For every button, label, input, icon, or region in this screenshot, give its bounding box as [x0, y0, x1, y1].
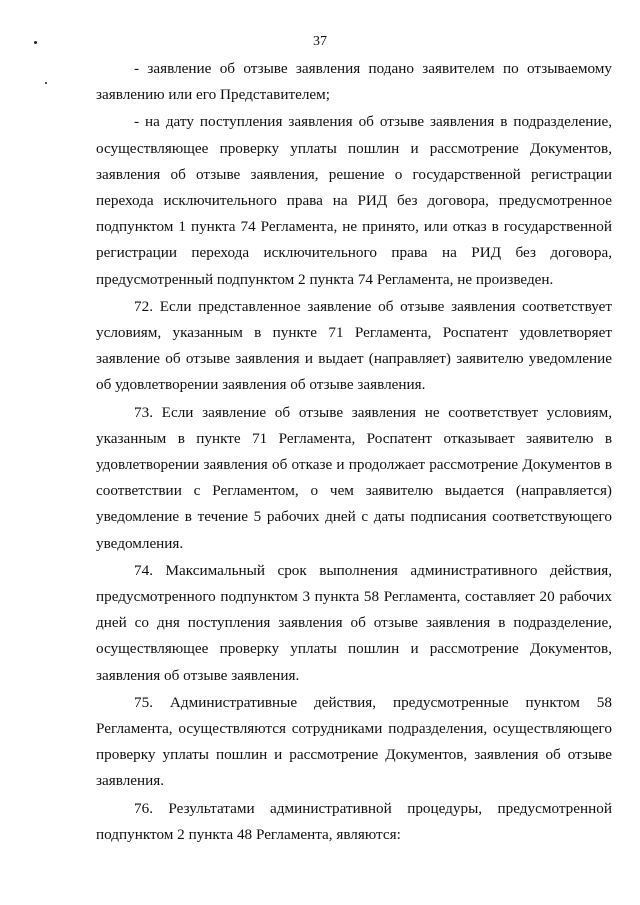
paragraph-75: 75. Административные действия, предусмотренные пунктом 58 Регламента, осуществляются сотрудниками подразделения, осуществляющего проверку уплаты пошлин и рассмотрение Документов, заявления об отзыве заявления. [96, 693, 612, 790]
scan-speck [45, 82, 47, 84]
document-body [96, 56, 612, 848]
paragraph-72: 72. Если представленное заявление об отзыве заявления соответствует условиям, указанным в пункте 71 Регламента, Роспатент удовлетворяет заявление об отзыве заявления и выдает (направляет) заявителю уведомление об удовлетворении заявления об отзыве заявления. [96, 297, 612, 394]
paragraph-condition-1: - заявление об отзыве заявления подано заявителем по отзываемому заявлению или его Представителем; [96, 60, 612, 104]
paragraph-condition-2: - на дату поступления заявления об отзыве заявления в подразделение, осуществляющее проверку уплаты пошлин и рассмотрение Документов, заявления об отзыве заявления, решение о государственной регистрации перехода исключительного права на РИД без договора, предусмотренное подпунктом 1 пункта 74 Регламента, не принято, или отказ в государственной регистрации перехода исключительного права на РИД без договора, предусмотренный подпунктом 2 пункта 74 Регламента, не произведен. [96, 113, 612, 288]
paragraph-76: 76. Результатами административной процедуры, предусмотренной подпунктом 2 пункта 48 Регламента, являются: [96, 799, 612, 843]
paragraph-74: 74. Максимальный срок выполнения административного действия, предусмотренного подпунктом 3 пункта 58 Регламента, составляет 20 рабочих дней со дня поступления заявления об отзыве заявления в подразделение, осуществляющее проверку уплаты пошлин и рассмотрение Документов, заявления об отзыве заявления. [96, 561, 612, 684]
paragraph-73: 73. Если заявление об отзыве заявления не соответствует условиям, указанным в пункте 71 Регламента, Роспатент отказывает заявителю в удовлетворении заявления об отказе и продолжает рассмотрение Документов в соответствии с Регламентом, о чем заявителю выдается (направляется) уведомление в течение 5 рабочих дней с даты подписания соответствующего уведомления. [96, 403, 612, 552]
page-number: 37 [313, 34, 327, 49]
